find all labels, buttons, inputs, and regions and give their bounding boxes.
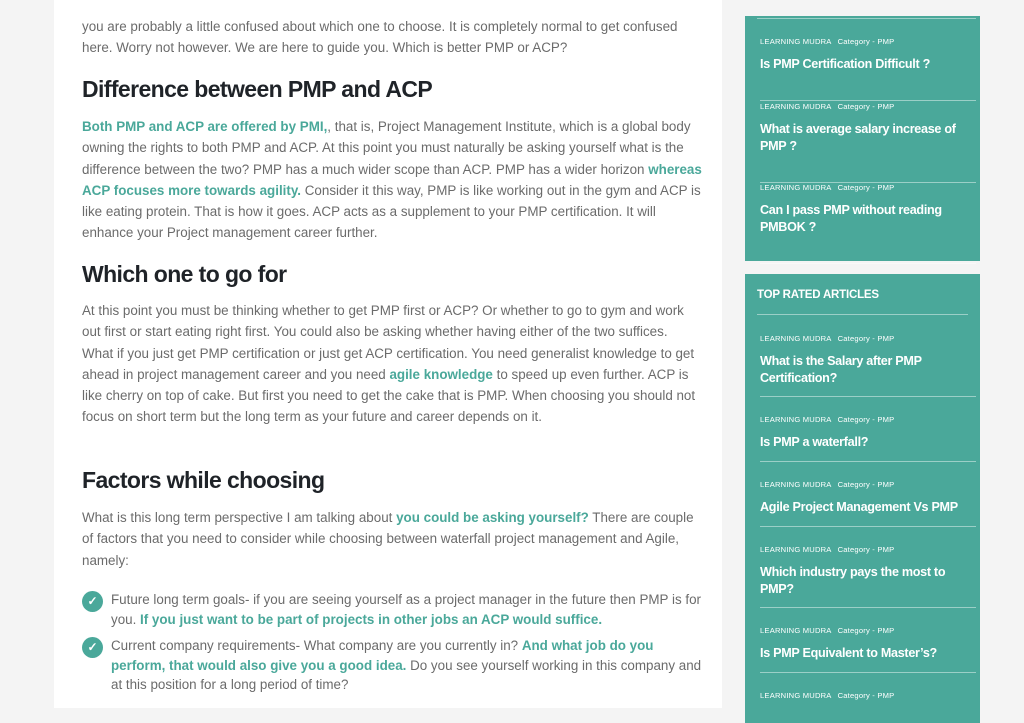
article-category: Category - PMP bbox=[837, 545, 895, 554]
heading-difference: Difference between PMP and ACP bbox=[82, 76, 433, 102]
article-author: LEARNING MUDRA bbox=[760, 480, 832, 489]
sidebar-article[interactable] bbox=[760, 415, 976, 462]
list-item: ✓ Current company requirements- What company are you currently in? And what job do you perform, that would also give you a good idea. Do you see yourself working in this company and at this position for a long period of time? bbox=[82, 636, 702, 695]
recent-articles-card bbox=[745, 16, 980, 261]
top-rated-card bbox=[745, 274, 980, 723]
heading-which-one: Which one to go for bbox=[82, 261, 287, 287]
sidebar-article[interactable] bbox=[760, 691, 976, 721]
top-rated-title: TOP RATED ARTICLES bbox=[757, 289, 879, 301]
article-category: Category - PMP bbox=[837, 480, 895, 489]
article-title-link[interactable]: What is average salary increase of PMP ? bbox=[760, 122, 956, 153]
bullet-link[interactable]: And what job do you perform, that would also give you a good idea. bbox=[111, 638, 654, 673]
article-author: LEARNING MUDRA bbox=[760, 37, 832, 46]
article-category: Category - PMP bbox=[837, 691, 895, 700]
article-category: Category - PMP bbox=[837, 415, 895, 424]
article-content bbox=[54, 0, 722, 708]
article-author: LEARNING MUDRA bbox=[760, 102, 832, 111]
article-category: Category - PMP bbox=[837, 37, 895, 46]
article-author: LEARNING MUDRA bbox=[760, 415, 832, 424]
article-category: Category - PMP bbox=[837, 626, 895, 635]
article-title-link[interactable]: Can I pass PMP without reading PMBOK ? bbox=[760, 203, 942, 234]
sidebar-article[interactable] bbox=[760, 183, 976, 264]
divider bbox=[757, 18, 976, 19]
article-author: LEARNING MUDRA bbox=[760, 626, 832, 635]
check-circle-icon: ✓ bbox=[82, 637, 103, 658]
divider bbox=[757, 314, 968, 315]
pmi-link[interactable]: Both PMP and ACP are offered by PMI, bbox=[82, 119, 328, 134]
article-category: Category - PMP bbox=[837, 334, 895, 343]
sidebar-article[interactable] bbox=[760, 545, 976, 608]
bullet-link[interactable]: If you just want to be part of projects in other jobs an ACP would suffice. bbox=[140, 611, 603, 627]
factors-list bbox=[82, 590, 702, 702]
article-category: Category - PMP bbox=[837, 102, 895, 111]
asking-yourself-link[interactable]: you could be asking yourself? bbox=[396, 510, 589, 525]
sidebar-article[interactable] bbox=[760, 102, 976, 183]
entry-divider bbox=[760, 334, 976, 397]
sidebar-article[interactable] bbox=[760, 37, 976, 101]
difference-paragraph: Both PMP and ACP are offered by PMI,, that is, Project Management Institute, which is a global body owning the rights to both PMP and ACP. At this point you must naturally be asking yourself what is the difference between the two? PMP has a much wider scope than ACP. PMP has a wider horizon whereas ACP focuses more towards agility. Consider it this way, PMP is like working out in the gym and ACP is like eating protein. That is how it goes. ACP acts as a supplement to your PMP certification. It will enhance your Project management career further. bbox=[82, 119, 702, 241]
agile-knowledge-link[interactable]: agile knowledge bbox=[389, 366, 493, 382]
article-title-link[interactable]: What is the Salary after PMP Certification? bbox=[760, 354, 922, 385]
article-author: LEARNING MUDRA bbox=[760, 545, 832, 554]
check-circle-icon: ✓ bbox=[82, 591, 103, 612]
article-title-link[interactable]: Is PMP Equivalent to Master’s? bbox=[760, 646, 937, 660]
article-author: LEARNING MUDRA bbox=[760, 183, 832, 192]
agility-link[interactable]: whereas ACP focuses more towards agility. bbox=[82, 161, 702, 198]
article-title-link[interactable]: Is PMP Certification Difficult ? bbox=[760, 57, 930, 71]
factors-paragraph: What is this long term perspective I am talking about you could be asking yourself? There are couple of factors that you need to consider while choosing between waterfall project management and Agile, namely: bbox=[82, 510, 694, 568]
which-one-paragraph: At this point you must be thinking whether to get PMP first or ACP? Or whether to go to gym and work out first or start eating right first. You could also be asking whether having either of the two suffices. What if you just get PMP certification or just get ACP certification. You need generalist knowledge to get ahead in project management career and you need agile knowledge to speed up even further. ACP is like cherry on top of cake. But first you need to get the cake that is PMP. When choosing you should not focus on short term but the long term as your future and career depends on it. bbox=[82, 303, 696, 425]
sidebar-article[interactable] bbox=[760, 626, 976, 673]
sidebar-article[interactable] bbox=[760, 480, 976, 527]
article-title-link[interactable]: Agile Project Management Vs PMP bbox=[760, 500, 958, 514]
article-author: LEARNING MUDRA bbox=[760, 334, 832, 343]
article-author: LEARNING MUDRA bbox=[760, 691, 832, 700]
list-item: ✓ Future long term goals- if you are seeing yourself as a project manager in the future then PMP is for you. If you just want to be part of projects in other jobs an ACP would suffice. bbox=[82, 590, 702, 629]
intro-paragraph: you are probably a little confused about which one to choose. It is completely normal to get confused here. Worry not however. We are here to guide you. Which is better PMP or ACP? bbox=[82, 19, 678, 56]
article-category: Category - PMP bbox=[837, 183, 895, 192]
heading-factors: Factors while choosing bbox=[82, 467, 325, 493]
article-title-link[interactable]: Which industry pays the most to PMP? bbox=[760, 565, 946, 596]
article-title-link[interactable]: Is PMP a waterfall? bbox=[760, 435, 869, 449]
